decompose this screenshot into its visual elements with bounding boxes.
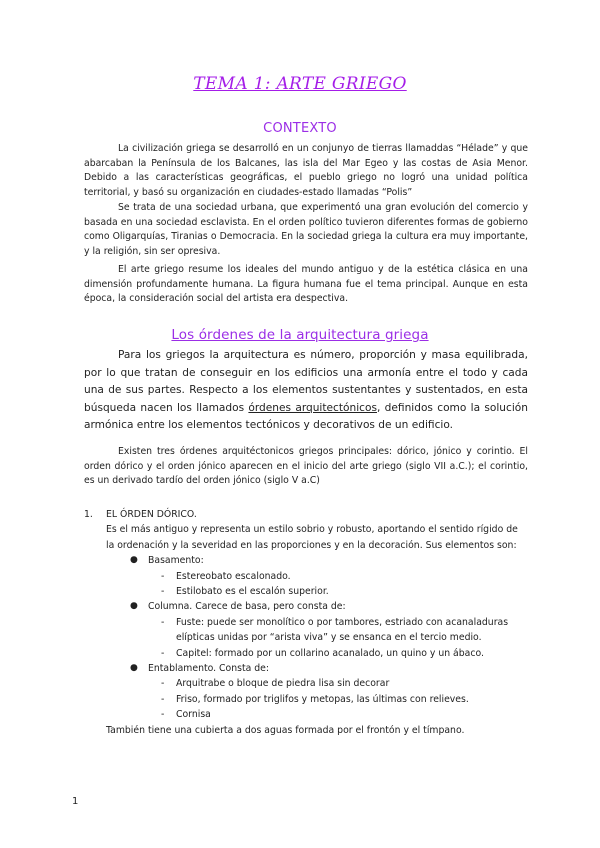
- doric-heading-row: [84, 507, 528, 522]
- list-item: [84, 646, 528, 661]
- bullet-entablamento: [84, 661, 528, 676]
- dash-icon: -: [161, 616, 165, 628]
- dash-icon: -: [161, 709, 165, 721]
- list-item-text: Arquitrabe o bloque de piedra lisa sin decorar: [176, 678, 390, 690]
- contexto-paragraph-2: Se trata de una sociedad urbana, que experimentó una gran evolución del comercio y basada en una sociedad esclavista. En el orden político tuvieron diferentes formas de gobierno como Oligarquías, Tiranias o Democracia. En la sociedad griega la cultura era muy importante, y la religión, sin ser opresiva.: [84, 202, 528, 257]
- list-item: [84, 676, 528, 691]
- bullet-columna: [84, 599, 528, 614]
- ordenes-intro-text-2: , definidos como la solución armónica entre los elementos tectónicos y decorativos de un edificio.: [84, 401, 528, 432]
- page-title: TEMA 1: ARTE GRIEGO: [193, 74, 407, 94]
- list-item-text: Friso, formado por triglifos y metopas, las últimas con relieves.: [176, 693, 469, 705]
- list-item: [84, 692, 528, 707]
- contexto-paragraph-1: La civilización griega se desarrolló en un conjunyo de tierras llamaddas “Hélade” y que abarcaban la Península de los Balcanes, las isla del Mar Egeo y las costas de Asia Menor. Debido a las características geográficas, el pueblo griego no logró una unidad política territorial, y basó su organización en ciudades-estado llamadas “Polis”: [84, 143, 528, 198]
- list-item-text: Estilobato es el escalón superior.: [176, 586, 329, 598]
- list-number: 1.: [84, 509, 93, 520]
- ordenes-paragraph-2: Existen tres órdenes arquitéctonicos griegos principales: dórico, jónico y corintio. El orden dórico y el orden jónico aparecen en el inicio del arte griego (siglo VII a.C.); el corintio, es un derivado tardío del orden jónico (siglo V a.C): [84, 446, 528, 487]
- ordenes-intro-text-1: Para los griegos la arquitectura es número, proporción y masa equilibrada, por lo que tratan de conseguir en los edificios una armonía entre el todo y cada una de sus partes. Respecto a los elementos sustentantes y sustentados, en esta búsqueda nacen los llamados: [84, 349, 528, 414]
- contexto-paragraph-3: El arte griego resume los ideales del mundo antiguo y de la estética clásica en una dimensión profundamente humana. La figura humana fue el tema principal. Aunque en esta época, la consideración social del artista era despectiva.: [84, 264, 528, 305]
- list-item: [84, 615, 528, 646]
- contexto-heading: CONTEXTO: [263, 121, 337, 136]
- dash-icon: -: [161, 570, 165, 582]
- list-item-text: Cornisa: [176, 709, 211, 721]
- list-item-text: Estereobato escalonado.: [176, 570, 291, 582]
- dash-icon: -: [161, 586, 165, 598]
- ordenes-heading: Los órdenes de la arquitectura griega: [171, 327, 429, 343]
- bullet-icon: ●: [130, 663, 138, 674]
- bullet-icon: ●: [130, 601, 138, 612]
- bullet-label: Basamento:: [148, 555, 204, 567]
- bullet-label: Columna. Carece de basa, pero consta de:: [148, 601, 346, 613]
- dash-icon: -: [161, 678, 165, 690]
- bullet-icon: ●: [130, 555, 138, 566]
- dash-icon: -: [161, 693, 165, 705]
- doric-heading: EL ÓRDEN DÓRICO.: [106, 509, 197, 520]
- bullet-label: Entablamento. Consta de:: [148, 663, 270, 675]
- list-item: [84, 584, 528, 599]
- ordenes-intro: [84, 347, 528, 435]
- list-item: [84, 569, 528, 584]
- list-item-text: Capitel: formado por un collarino acanalado, un quino y un ábaco.: [176, 647, 484, 659]
- dash-icon: -: [161, 647, 165, 659]
- ordenes-arquitectonicos-term: órdenes arquitectónicos: [248, 401, 377, 414]
- page-number: 1: [72, 796, 79, 807]
- doric-description: Es el más antiguo y representa un estilo sobrio y robusto, aportando el sentido rígido de la ordenación y la severidad en las proporciones y en la decoración. Sus elementos son:: [106, 524, 518, 551]
- doric-section: [84, 507, 528, 738]
- list-item: [84, 707, 528, 722]
- bullet-basamento: [84, 553, 528, 568]
- doric-closing: También tiene una cubierta a dos aguas formada por el frontón y el tímpano.: [106, 724, 465, 736]
- list-item-text: Fuste: puede ser monolítico o por tambores, estriado con acanaladuras elípticas unidas por “arista viva” y se ensanca en el tercio medio.: [176, 616, 509, 644]
